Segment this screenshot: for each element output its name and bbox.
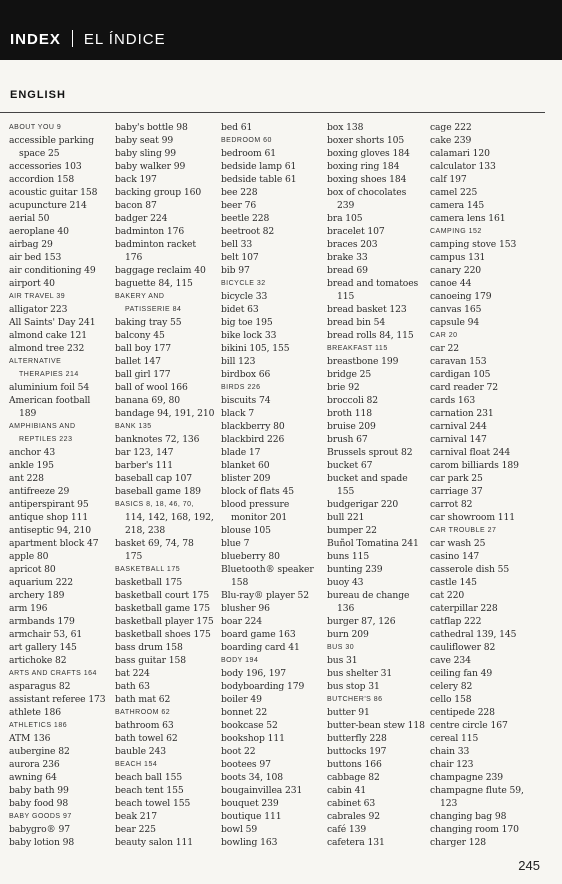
index-entry: beach ball 155 (115, 772, 183, 783)
index-entry: cereal 115 (430, 733, 479, 744)
index-entry: bath towel 62 (115, 733, 178, 744)
index-entry: bucket and spade (327, 473, 408, 484)
index-entry: art gallery 145 (9, 642, 77, 653)
index-category-heading: THERAPIES 214 (19, 371, 79, 378)
index-entry: canvas 165 (430, 304, 482, 315)
index-entry: buns 115 (327, 551, 370, 562)
index-entry: accordion 158 (9, 174, 75, 185)
index-entry: air bed 153 (9, 252, 62, 263)
index-entry: assistant referee 173 (9, 694, 106, 705)
index-entry: bread bin 54 (327, 317, 386, 328)
index-entry: athlete 186 (9, 707, 61, 718)
index-category-heading: BAKERY AND (115, 293, 165, 300)
index-entry: aurora 236 (9, 759, 60, 770)
index-column-5 (430, 121, 524, 849)
index-entry: bookcase 52 (221, 720, 278, 731)
index-entry: ball girl 177 (115, 369, 171, 380)
index-entry: aeroplane 40 (9, 226, 69, 237)
index-entry: acupuncture 214 (9, 200, 87, 211)
index-entry: bull 221 (327, 512, 365, 523)
index-entry: belt 107 (221, 252, 259, 263)
index-entry: ATM 136 (9, 733, 51, 744)
index-entry: box of chocolates (327, 187, 407, 198)
index-entry: boarding card 41 (221, 642, 300, 653)
index-entry: boxing ring 184 (327, 161, 400, 172)
index-entry: changing room 170 (430, 824, 519, 835)
index-entry: Blu-ray® player 52 (221, 590, 310, 601)
index-entry: beetroot 82 (221, 226, 275, 237)
index-category-heading: BEACH 154 (115, 761, 158, 768)
index-entry: banana 69, 80 (115, 395, 180, 406)
index-entry: carom billiards 189 (430, 460, 519, 471)
index-entry: beak 217 (115, 811, 158, 822)
index-entry: boots 34, 108 (221, 772, 284, 783)
index-entry: aluminium foil 54 (9, 382, 90, 393)
index-entry: bell 33 (221, 239, 253, 250)
index-entry: bandage 94, 191, 210 (115, 408, 215, 419)
index-entry: boar 224 (221, 616, 262, 627)
index-entry: bee 228 (221, 187, 258, 198)
index-category-heading: CAR TROUBLE 27 (430, 527, 497, 534)
index-entry: caterpillar 228 (430, 603, 498, 614)
index-entry: bedroom 61 (221, 148, 276, 159)
index-entry: accessible parking (9, 135, 95, 146)
index-entry: cabinet 63 (327, 798, 376, 809)
index-entry: buoy 43 (327, 577, 364, 588)
index-entry: bacon 87 (115, 200, 157, 211)
index-entry: antiseptic 94, 210 (9, 525, 92, 536)
index-entry: Brussels sprout 82 (327, 447, 413, 458)
index-entry: bridge 25 (327, 369, 372, 380)
index-entry: board game 163 (221, 629, 296, 640)
index-entry: awning 64 (9, 772, 57, 783)
index-entry: boxing gloves 184 (327, 148, 410, 159)
index-entry: alligator 223 (9, 304, 68, 315)
index-entry: bra 105 (327, 213, 363, 224)
index-entry: bicycle 33 (221, 291, 268, 302)
index-entry: bougainvillea 231 (221, 785, 303, 796)
index-category-heading: CAMPING 152 (430, 228, 482, 235)
index-entry: armbands 179 (9, 616, 75, 627)
index-entry: carnival float 244 (430, 447, 511, 458)
index-column-1 (9, 121, 106, 849)
index-entry: ball boy 177 (115, 343, 172, 354)
index-entry: bread rolls 84, 115 (327, 330, 414, 341)
index-columns (0, 121, 562, 851)
index-entry: antifreeze 29 (9, 486, 70, 497)
index-entry: bed 61 (221, 122, 253, 133)
index-entry: blackbird 226 (221, 434, 285, 445)
index-entry: cave 234 (430, 655, 471, 666)
index-entry: celery 82 (430, 681, 473, 692)
index-entry: canoeing 179 (430, 291, 492, 302)
index-entry: bread and tomatoes (327, 278, 419, 289)
index-entry: bass drum 158 (115, 642, 183, 653)
index-entry: carriage 37 (430, 486, 483, 497)
index-entry: cabrales 92 (327, 811, 380, 822)
index-entry: boot 22 (221, 746, 256, 757)
index-category-heading: BABY GOODS 97 (9, 813, 72, 820)
index-entry: calf 197 (430, 174, 467, 185)
index-entry: blueberry 80 (221, 551, 280, 562)
index-entry: baking tray 55 (115, 317, 182, 328)
index-entry: basketball game 175 (115, 603, 210, 614)
index-entry: ankle 195 (9, 460, 54, 471)
index-entry: cello 158 (430, 694, 472, 705)
index-entry: bootees 97 (221, 759, 271, 770)
index-entry: 189 (19, 408, 37, 419)
index-title-english: INDEX (10, 31, 61, 48)
index-category-heading: BASICS 8, 18, 46, 70, (115, 501, 194, 508)
index-entry: bus 31 (327, 655, 358, 666)
index-entry: carrot 82 (430, 499, 473, 510)
index-entry: car showroom 111 (430, 512, 515, 523)
index-entry: caravan 153 (430, 356, 487, 367)
index-entry: accessories 103 (9, 161, 82, 172)
index-entry: bouquet 239 (221, 798, 279, 809)
index-entry: arm 196 (9, 603, 48, 614)
index-entry: car 22 (430, 343, 460, 354)
index-category-heading: REPTILES 223 (19, 436, 73, 443)
index-entry: basketball 175 (115, 577, 183, 588)
index-entry: burn 209 (327, 629, 369, 640)
index-entry: bookshop 111 (221, 733, 285, 744)
index-entry: baby lotion 98 (9, 837, 75, 848)
index-entry: apricot 80 (9, 564, 56, 575)
index-entry: blood pressure (221, 499, 290, 510)
index-entry: space 25 (19, 148, 60, 159)
index-entry: basketball shoes 175 (115, 629, 211, 640)
index-category-heading: BREAKFAST 115 (327, 345, 388, 352)
index-entry: antiperspirant 95 (9, 499, 89, 510)
index-category-heading: AMPHIBIANS AND (9, 423, 76, 430)
index-entry: beauty salon 111 (115, 837, 193, 848)
index-entry: brake 33 (327, 252, 368, 263)
index-entry: box 138 (327, 122, 364, 133)
index-entry: camel 225 (430, 187, 478, 198)
index-entry: baggage reclaim 40 (115, 265, 206, 276)
index-entry: aquarium 222 (9, 577, 73, 588)
index-entry: brush 67 (327, 434, 368, 445)
index-entry: almond tree 232 (9, 343, 85, 354)
index-entry: bureau de change (327, 590, 410, 601)
index-entry: centre circle 167 (430, 720, 508, 731)
index-entry: blue 7 (221, 538, 250, 549)
index-entry: boiler 49 (221, 694, 262, 705)
index-entry: blanket 60 (221, 460, 270, 471)
index-entry: cat 220 (430, 590, 465, 601)
index-entry: bedside lamp 61 (221, 161, 297, 172)
index-entry: canary 220 (430, 265, 482, 276)
index-entry: big toe 195 (221, 317, 273, 328)
index-category-heading: ARTS AND CRAFTS 164 (9, 670, 97, 677)
index-entry: basketball court 175 (115, 590, 210, 601)
index-entry: asparagus 82 (9, 681, 71, 692)
index-entry: ant 228 (9, 473, 44, 484)
index-category-heading: ABOUT YOU 9 (9, 124, 62, 131)
index-category-heading: BUS 30 (327, 644, 355, 651)
index-category-heading: AIR TRAVEL 39 (9, 293, 66, 300)
index-entry: broccoli 82 (327, 395, 379, 406)
index-entry: bar 123, 147 (115, 447, 174, 458)
index-entry: baby sling 99 (115, 148, 177, 159)
index-entry: capsule 94 (430, 317, 480, 328)
index-entry: cauliflower 82 (430, 642, 496, 653)
index-entry: bracelet 107 (327, 226, 385, 237)
index-entry: bath mat 62 (115, 694, 171, 705)
index-entry: cage 222 (430, 122, 472, 133)
index-entry: archery 189 (9, 590, 65, 601)
index-entry: ball of wool 166 (115, 382, 188, 393)
index-entry: brie 92 (327, 382, 360, 393)
index-entry: butterfly 228 (327, 733, 387, 744)
index-entry: card reader 72 (430, 382, 499, 393)
index-entry: canoe 44 (430, 278, 472, 289)
index-entry: banknotes 72, 136 (115, 434, 200, 445)
index-entry: air conditioning 49 (9, 265, 96, 276)
index-entry: aubergine 82 (9, 746, 70, 757)
index-entry: bill 123 (221, 356, 256, 367)
index-entry: Bluetooth® speaker (221, 564, 314, 575)
index-entry: body 196, 197 (221, 668, 287, 679)
index-entry: 158 (231, 577, 249, 588)
index-entry: bus stop 31 (327, 681, 380, 692)
index-entry: bauble 243 (115, 746, 166, 757)
index-category-heading: BATHROOM 62 (115, 709, 171, 716)
index-category-heading: ATHLETICS 186 (9, 722, 68, 729)
index-entry: burger 87, 126 (327, 616, 396, 627)
index-entry: bear 225 (115, 824, 156, 835)
index-entry: car park 25 (430, 473, 483, 484)
index-category-heading: BEDROOM 60 (221, 137, 272, 144)
index-entry: Buñol Tomatina 241 (327, 538, 419, 549)
index-entry: camera lens 161 (430, 213, 506, 224)
index-entry: bedside table 61 (221, 174, 297, 185)
index-entry: baguette 84, 115 (115, 278, 193, 289)
index-entry: barber's 111 (115, 460, 173, 471)
index-entry: breastbone 199 (327, 356, 399, 367)
index-entry: beach towel 155 (115, 798, 191, 809)
index-entry: ballet 147 (115, 356, 161, 367)
index-entry: cafetera 131 (327, 837, 385, 848)
index-entry: budgerigar 220 (327, 499, 399, 510)
index-entry: carnival 147 (430, 434, 487, 445)
index-entry: cardigan 105 (430, 369, 491, 380)
index-entry: baseball game 189 (115, 486, 201, 497)
index-entry: All Saints' Day 241 (9, 317, 96, 328)
index-entry: babygro® 97 (9, 824, 70, 835)
index-entry: cathedral 139, 145 (430, 629, 517, 640)
index-entry: car wash 25 (430, 538, 486, 549)
index-entry: 123 (440, 798, 458, 809)
index-category-heading: BANK 135 (115, 423, 152, 430)
section-label-english: ENGLISH (10, 89, 66, 101)
index-entry: buttons 166 (327, 759, 382, 770)
index-entry: bikini 105, 155 (221, 343, 290, 354)
index-column-4 (327, 121, 425, 849)
index-entry: 114, 142, 168, 192, (125, 512, 214, 523)
index-entry: cabbage 82 (327, 772, 380, 783)
index-entry: balcony 45 (115, 330, 165, 341)
index-entry: 239 (337, 200, 355, 211)
index-entry: cake 239 (430, 135, 472, 146)
index-category-heading: BASKETBALL 175 (115, 566, 181, 573)
index-entry: casserole dish 55 (430, 564, 510, 575)
index-entry: boxing shoes 184 (327, 174, 407, 185)
index-entry: broth 118 (327, 408, 372, 419)
index-entry: badminton 176 (115, 226, 185, 237)
index-entry: airport 40 (9, 278, 55, 289)
index-entry: acoustic guitar 158 (9, 187, 98, 198)
index-category-heading: CAR 20 (430, 332, 458, 339)
index-entry: bruise 209 (327, 421, 376, 432)
index-entry: artichoke 82 (9, 655, 67, 666)
index-entry: champagne 239 (430, 772, 504, 783)
section-divider (0, 112, 545, 113)
index-entry: charger 128 (430, 837, 486, 848)
index-entry: beer 76 (221, 200, 257, 211)
index-entry: bus shelter 31 (327, 668, 393, 679)
index-entry: chair 123 (430, 759, 474, 770)
index-entry: calculator 133 (430, 161, 496, 172)
index-entry: 115 (337, 291, 355, 302)
index-entry: bread 69 (327, 265, 368, 276)
index-entry: blade 17 (221, 447, 261, 458)
index-entry: butter 91 (327, 707, 370, 718)
index-entry: beetle 228 (221, 213, 270, 224)
index-entry: camping stove 153 (430, 239, 517, 250)
index-entry: birdbox 66 (221, 369, 271, 380)
index-entry: chain 33 (430, 746, 470, 757)
index-entry: 176 (125, 252, 143, 263)
index-entry: buttocks 197 (327, 746, 387, 757)
index-category-heading: PATISSERIE 84 (125, 306, 182, 313)
index-entry: bread basket 123 (327, 304, 407, 315)
index-entry: casino 147 (430, 551, 480, 562)
index-entry: aerial 50 (9, 213, 50, 224)
index-title (10, 30, 166, 48)
index-entry: badger 224 (115, 213, 168, 224)
index-entry: ceiling fan 49 (430, 668, 493, 679)
index-entry: bike lock 33 (221, 330, 277, 341)
index-entry: baby walker 99 (115, 161, 186, 172)
index-entry: changing bag 98 (430, 811, 507, 822)
index-entry: almond cake 121 (9, 330, 87, 341)
index-entry: blackberry 80 (221, 421, 285, 432)
index-entry: calamari 120 (430, 148, 490, 159)
index-entry: baseball cap 107 (115, 473, 193, 484)
index-entry: bathroom 63 (115, 720, 174, 731)
index-entry: armchair 53, 61 (9, 629, 83, 640)
index-entry: cabin 41 (327, 785, 367, 796)
index-entry: bat 224 (115, 668, 150, 679)
index-entry: airbag 29 (9, 239, 53, 250)
index-entry: block of flats 45 (221, 486, 294, 497)
index-category-heading: BODY 194 (221, 657, 259, 664)
index-entry: butter-bean stew 118 (327, 720, 425, 731)
index-entry: carnival 244 (430, 421, 487, 432)
index-entry: blouse 105 (221, 525, 271, 536)
index-entry: bath 63 (115, 681, 150, 692)
index-category-heading: BIRDS 226 (221, 384, 261, 391)
index-entry: champagne flute 59, (430, 785, 524, 796)
index-entry: basket 69, 74, 78 (115, 538, 194, 549)
index-entry: carnation 231 (430, 408, 494, 419)
index-entry: bucket 67 (327, 460, 373, 471)
index-entry: bowl 59 (221, 824, 258, 835)
index-entry: camera 145 (430, 200, 485, 211)
index-entry: baby bath 99 (9, 785, 69, 796)
index-entry: back 197 (115, 174, 157, 185)
index-entry: 218, 238 (125, 525, 166, 536)
index-entry: bonnet 22 (221, 707, 268, 718)
index-entry: baby seat 99 (115, 135, 174, 146)
index-entry: 136 (337, 603, 355, 614)
index-entry: monitor 201 (231, 512, 288, 523)
index-entry: bunting 239 (327, 564, 383, 575)
index-entry: antique shop 111 (9, 512, 89, 523)
index-category-heading: BICYCLE 32 (221, 280, 266, 287)
index-column-3 (221, 121, 314, 849)
index-entry: café 139 (327, 824, 367, 835)
index-entry: centipede 228 (430, 707, 495, 718)
index-entry: campus 131 (430, 252, 486, 263)
index-entry: apple 80 (9, 551, 49, 562)
index-entry: bumper 22 (327, 525, 377, 536)
index-entry: bodyboarding 179 (221, 681, 305, 692)
index-entry: castle 145 (430, 577, 477, 588)
index-entry: bowling 163 (221, 837, 278, 848)
index-header-bar (0, 0, 562, 60)
index-entry: American football (9, 395, 91, 406)
index-entry: basketball player 175 (115, 616, 214, 627)
index-entry: anchor 43 (9, 447, 56, 458)
index-entry: apartment block 47 (9, 538, 99, 549)
index-entry: 155 (337, 486, 355, 497)
index-entry: biscuits 74 (221, 395, 271, 406)
index-column-2 (115, 121, 214, 849)
index-entry: bass guitar 158 (115, 655, 186, 666)
page-number: 245 (518, 858, 540, 873)
index-entry: catflap 222 (430, 616, 482, 627)
index-category-heading: ALTERNATIVE (9, 358, 62, 365)
index-entry: black 7 (221, 408, 255, 419)
index-entry: blister 209 (221, 473, 271, 484)
title-separator (72, 30, 73, 47)
index-entry: baby food 98 (9, 798, 69, 809)
index-entry: bib 97 (221, 265, 250, 276)
index-entry: bidet 63 (221, 304, 259, 315)
index-entry: boxer shorts 105 (327, 135, 405, 146)
index-entry: beach tent 155 (115, 785, 184, 796)
index-entry: baby's bottle 98 (115, 122, 188, 133)
index-entry: cards 163 (430, 395, 476, 406)
index-entry: 175 (125, 551, 143, 562)
index-entry: blusher 96 (221, 603, 270, 614)
index-title-spanish: EL ÍNDICE (83, 31, 166, 48)
index-entry: badminton racket (115, 239, 196, 250)
index-category-heading: BUTCHER'S 86 (327, 696, 383, 703)
index-entry: boutique 111 (221, 811, 282, 822)
index-entry: backing group 160 (115, 187, 202, 198)
index-entry: braces 203 (327, 239, 378, 250)
